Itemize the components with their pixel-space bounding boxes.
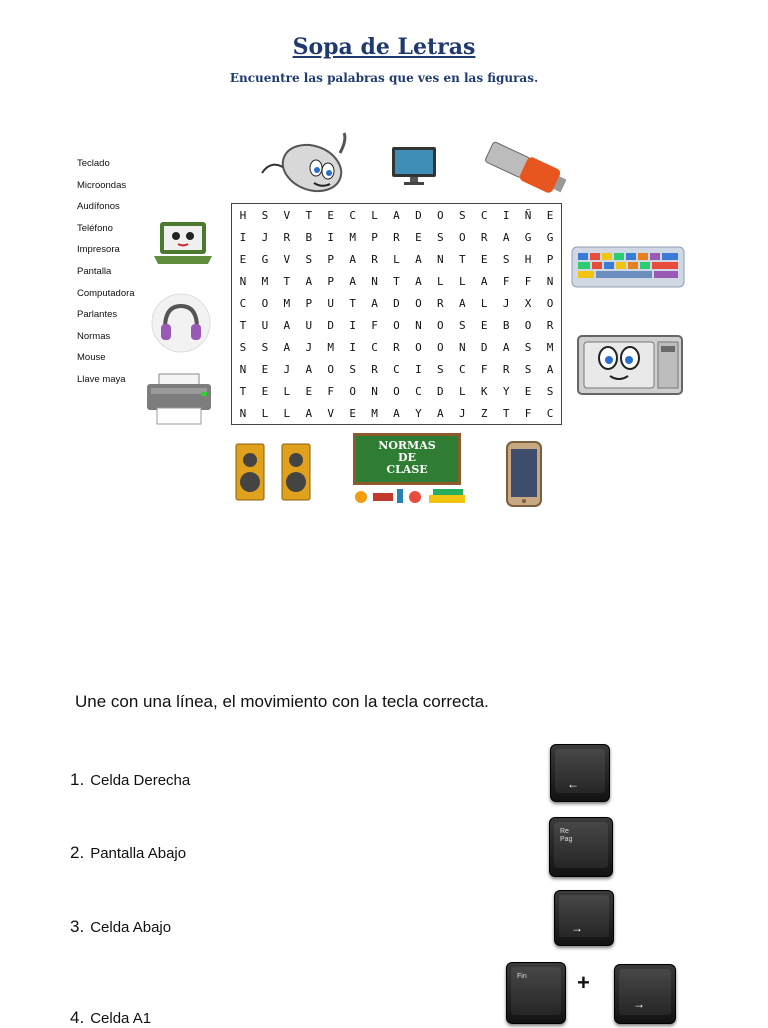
grid-letter: F — [327, 384, 334, 398]
grid-letter: R — [502, 362, 510, 376]
grid-letter: A — [480, 274, 488, 288]
board-line: NORMAS — [378, 439, 436, 452]
grid-letter: N — [371, 384, 378, 398]
word-list-item: Teléfono — [77, 222, 113, 234]
word-list-item: Mouse — [77, 352, 106, 364]
grid-letter: O — [437, 208, 444, 222]
arrow-right-key — [554, 890, 614, 946]
grid-letter: T — [458, 252, 466, 266]
grid-letter: O — [349, 384, 356, 398]
grid-letter: A — [415, 274, 422, 288]
grid-letter: D — [437, 384, 444, 398]
grid-letter: E — [261, 362, 269, 376]
grid-letter: O — [546, 296, 554, 310]
grid-letter: E — [349, 406, 356, 420]
page-title: Sopa de Letras — [292, 34, 476, 60]
smartphone-icon — [504, 440, 544, 508]
word-list-item: Impresora — [77, 244, 120, 256]
grid-letter: A — [305, 274, 313, 288]
grid-letter: G — [546, 230, 554, 244]
grid-letter: O — [524, 318, 532, 332]
grid-letter: H — [239, 208, 247, 222]
key-label: Fin — [517, 973, 527, 980]
grid-letter: A — [305, 362, 313, 376]
grid-letter: L — [261, 406, 269, 420]
grid-letter: S — [349, 362, 356, 376]
grid-letter: F — [524, 406, 532, 420]
grid-letter: D — [327, 318, 334, 332]
grid-letter: X — [524, 296, 532, 310]
grid-letter: A — [283, 340, 291, 354]
grid-letter: L — [480, 296, 488, 310]
grid-letter: G — [524, 230, 532, 244]
arrow-right-icon: → — [571, 921, 583, 935]
word-list-item: Teclado — [77, 158, 110, 169]
word-list-item: Parlantes — [77, 309, 118, 321]
grid-letter: E — [524, 384, 532, 398]
grid-letter: S — [261, 340, 269, 354]
grid-letter: R — [393, 230, 400, 244]
grid-letter: F — [524, 274, 532, 288]
grid-letter: I — [502, 208, 510, 222]
grid-letter: T — [239, 384, 247, 398]
grid-letter: E — [546, 208, 554, 222]
grid-letter: C — [371, 340, 378, 354]
grid-letter: E — [480, 252, 488, 266]
grid-letter: Z — [480, 406, 488, 420]
grid-letter: P — [546, 252, 554, 266]
grid-letter: A — [502, 230, 510, 244]
arrow-right-key-2 — [614, 964, 676, 1024]
grid-letter: T — [239, 318, 247, 332]
arrow-right-icon: → — [633, 997, 645, 1011]
grid-letter: A — [546, 362, 554, 376]
grid-letter: I — [415, 362, 422, 376]
grid-letter: C — [546, 406, 554, 420]
grid-letter: C — [415, 384, 422, 398]
key-label: Re Pag — [560, 828, 573, 843]
grid-letter: T — [393, 274, 400, 288]
grid-letter: L — [458, 384, 466, 398]
grid-letter: P — [305, 296, 313, 310]
grid-letter: S — [524, 340, 532, 354]
grid-letter: N — [239, 362, 247, 376]
arrow-left-icon: ← — [567, 777, 579, 791]
grid-letter: G — [261, 252, 269, 266]
grid-letter: R — [393, 340, 400, 354]
grid-letter: J — [305, 340, 313, 354]
grid-letter: I — [349, 340, 356, 354]
grid-letter: A — [437, 406, 444, 420]
grid-letter: E — [480, 318, 488, 332]
item-number: 3. — [70, 917, 85, 936]
word-list-item: Audífonos — [77, 201, 120, 213]
match-item-3 — [70, 917, 171, 937]
grid-letter: O — [437, 340, 444, 354]
grid-letter: C — [349, 208, 356, 222]
speakers-icon — [230, 438, 318, 506]
match-item-4 — [70, 1008, 151, 1028]
grid-letter: F — [502, 274, 510, 288]
chalkboard — [353, 433, 461, 485]
grid-letter: U — [305, 318, 313, 332]
grid-letter: R — [437, 296, 444, 310]
grid-letter: O — [327, 362, 334, 376]
mouse-icon — [252, 128, 357, 200]
word-search-grid — [231, 203, 562, 425]
grid-letter: M — [283, 296, 291, 310]
grid-letter: F — [480, 362, 488, 376]
grid-letter: S — [305, 252, 313, 266]
grid-letter: D — [480, 340, 488, 354]
grid-letter: O — [393, 384, 400, 398]
grid-letter: S — [502, 252, 510, 266]
grid-letter: U — [261, 318, 269, 332]
grid-letter: M — [327, 340, 334, 354]
item-number: 4. — [70, 1008, 85, 1027]
word-list-item: Computadora — [77, 287, 135, 299]
item-label: Celda Derecha — [90, 772, 191, 789]
fin-key — [506, 962, 566, 1024]
grid-letter: I — [239, 230, 247, 244]
grid-letter: L — [458, 274, 466, 288]
grid-letter: R — [283, 230, 291, 244]
grid-letter: B — [502, 318, 510, 332]
grid-letter: R — [371, 362, 378, 376]
grid-letter: N — [546, 274, 554, 288]
grid-letter: A — [458, 296, 466, 310]
grid-letter: C — [393, 362, 400, 376]
grid-letter: J — [502, 296, 510, 310]
grid-letter: E — [239, 252, 247, 266]
word-list-item: Llave maya — [77, 373, 126, 385]
word-list — [77, 158, 135, 396]
grid-letter: E — [327, 208, 334, 222]
grid-letter: A — [415, 252, 422, 266]
grid-letter: A — [349, 252, 356, 266]
word-list-item: Pantalla — [77, 265, 112, 277]
grid-letter: O — [415, 340, 422, 354]
grid-letter: J — [283, 362, 291, 376]
usb-drive-icon — [476, 138, 568, 204]
grid-letter: B — [305, 230, 313, 244]
keyboard-icon — [570, 243, 686, 291]
grid-letter: P — [371, 230, 378, 244]
match-item-2 — [70, 843, 186, 863]
grid-letter: A — [371, 296, 378, 310]
grid-letter: L — [371, 208, 378, 222]
grid-letter: T — [305, 208, 313, 222]
grid-letter: N — [437, 252, 444, 266]
grid-letter: M — [546, 340, 554, 354]
grid-letter: V — [283, 252, 291, 266]
plus-sign: + — [577, 970, 590, 995]
grid-letter: S — [239, 340, 247, 354]
grid-letter: U — [327, 296, 334, 310]
item-label: Celda Abajo — [90, 919, 172, 936]
grid-letter: T — [502, 406, 510, 420]
grid-letter: O — [458, 230, 466, 244]
grid-letter: N — [239, 274, 247, 288]
grid-letter: H — [524, 252, 532, 266]
laptop-icon — [152, 218, 214, 270]
monitor-icon — [390, 145, 438, 187]
grid-letter: A — [393, 208, 400, 222]
grid-letter: C — [480, 208, 488, 222]
grid-letter: M — [371, 406, 378, 420]
grid-letter: S — [437, 230, 444, 244]
grid-letter: T — [283, 274, 291, 288]
grid-letter: J — [458, 406, 466, 420]
instruction-text: Une con una línea, el movimiento con la tecla correcta. — [75, 692, 489, 711]
grid-letter: I — [327, 230, 334, 244]
grid-letter: N — [371, 274, 378, 288]
grid-letter: S — [261, 208, 269, 222]
grid-letter: L — [393, 252, 400, 266]
grid-letter: V — [327, 406, 334, 420]
grid-letter: L — [437, 274, 444, 288]
grid-letter: D — [415, 208, 422, 222]
grid-letter: S — [458, 208, 466, 222]
grid-letter: P — [327, 252, 334, 266]
grid-letter: S — [524, 362, 532, 376]
grid-letter: M — [349, 230, 356, 244]
grid-letter: N — [239, 406, 247, 420]
grid-letter: E — [261, 384, 269, 398]
item-label: Celda A1 — [90, 1010, 152, 1027]
grid-letter: E — [415, 230, 422, 244]
grid-letter: R — [371, 252, 378, 266]
grid-letter: N — [415, 318, 422, 332]
grid-letter: F — [371, 318, 378, 332]
grid-letter: A — [283, 318, 291, 332]
grid-letter: A — [393, 406, 400, 420]
grid-letter: M — [261, 274, 269, 288]
grid-letter: O — [437, 318, 444, 332]
grid-letter: R — [480, 230, 488, 244]
grid-letter: E — [305, 384, 313, 398]
grid-letter: O — [393, 318, 400, 332]
re-pag-key — [549, 817, 613, 877]
grid-letter: L — [283, 406, 291, 420]
grid-letter: P — [327, 274, 334, 288]
grid-letter: Y — [415, 406, 422, 420]
item-label: Pantalla Abajo — [90, 845, 187, 862]
grid-letter: N — [458, 340, 466, 354]
grid-letter: J — [261, 230, 269, 244]
grid-letter: R — [546, 318, 554, 332]
grid-letter: A — [502, 340, 510, 354]
grid-letter: S — [546, 384, 554, 398]
grid-letter: S — [437, 362, 444, 376]
board-line: DE — [398, 451, 416, 464]
grid-letter: D — [393, 296, 400, 310]
item-number: 1. — [70, 770, 85, 789]
word-list-item: Microondas — [77, 179, 127, 191]
headphones-icon — [150, 292, 212, 354]
grid-letter: Y — [502, 384, 510, 398]
rules-board — [353, 433, 461, 505]
arrow-left-key — [550, 744, 610, 802]
grid-letter: O — [415, 296, 422, 310]
grid-letter: A — [349, 274, 356, 288]
grid-letter: K — [480, 384, 488, 398]
word-list-item: Normas — [77, 330, 111, 342]
grid-letter: C — [458, 362, 466, 376]
match-item-1 — [70, 770, 190, 790]
grid-letter: S — [458, 318, 466, 332]
page-subtitle: Encuentre las palabras que ves en las figuras. — [229, 71, 539, 85]
item-number: 2. — [70, 843, 85, 862]
grid-letter: Ñ — [524, 208, 532, 222]
board-line: CLASE — [386, 463, 428, 476]
printer-icon — [143, 372, 215, 428]
microwave-icon — [576, 330, 684, 398]
grid-letter: L — [283, 384, 291, 398]
grid-letter: C — [239, 296, 247, 310]
grid-letter: A — [305, 406, 313, 420]
grid-letter: V — [283, 208, 291, 222]
school-supplies-icon — [353, 483, 469, 505]
grid-letter: I — [349, 318, 356, 332]
grid-letter: O — [261, 296, 269, 310]
grid-letter: T — [349, 296, 356, 310]
